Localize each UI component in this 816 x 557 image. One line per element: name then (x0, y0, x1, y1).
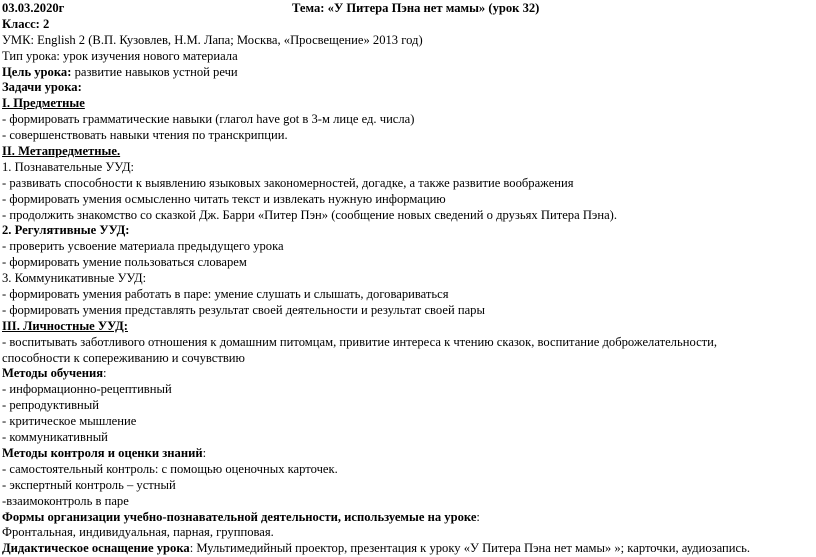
goal-line (2, 65, 814, 81)
goal-text: развитие навыков устной речи (71, 64, 238, 79)
list-item: - продолжить знакомство со сказкой Дж. Барри «Питер Пэн» (сообщение новых сведений о друзьях Питера Пэна). (2, 207, 618, 222)
methods-heading-line (2, 366, 814, 382)
class-line: Класс: 2 (2, 16, 50, 31)
control-heading-line (2, 446, 814, 462)
list-item: - формировать грамматические навыки (глагол have got в 3-м лице ед. числа) (2, 112, 415, 127)
forms-heading-line (2, 510, 814, 526)
list-item: - самостоятельный контроль: с помощью оценочных карточек. (2, 461, 338, 476)
forms-heading: Формы организации учебно-познавательной деятельности, используемые на уроке (2, 509, 477, 524)
lesson-type-line: Тип урока: урок изучения нового материала (2, 48, 238, 63)
list-item: - проверить усвоение материала предыдущего урока (2, 239, 284, 254)
list-item: - критическое мышление (2, 414, 137, 429)
tasks-heading: Задачи урока: (2, 80, 82, 95)
goal-label: Цель урока: (2, 64, 72, 79)
equipment-text: : Мультимедийный проектор, презентация к уроку «У Питера Пэна нет мамы» »; карточки, аудиозапись. (189, 541, 751, 556)
list-item: - формировать умения представлять результат своей деятельности и результат своей пары (2, 302, 485, 317)
list-item: - развивать способности к выявлению языковых закономерностей, догадке, а также развитие воображения (2, 175, 574, 190)
umk-line: УМК: English 2 (В.П. Кузовлев, Н.М. Лапа; Москва, «Просвещение» 2013 год) (2, 32, 423, 47)
list-item: - воспитывать заботливого отношения к домашним питомцам, привитие интереса к чтению сказок, воспитание доброжелательности, (2, 334, 718, 349)
list-item: - информационно-рецептивный (2, 382, 172, 397)
personal-heading: III. Личностные УУД: (2, 318, 128, 333)
list-item: способности к сопереживанию и сочувствию (2, 350, 245, 365)
list-item: - совершенствовать навыки чтения по транскрипции. (2, 128, 288, 143)
forms-colon: : (476, 509, 480, 524)
methods-heading: Методы обучения (2, 366, 104, 381)
list-item: - коммуникативный (2, 430, 108, 445)
list-item: - экспертный контроль – устный (2, 477, 176, 492)
meta-heading: II. Метапредметные. (2, 144, 121, 159)
list-item: -взаимоконтроль в паре (2, 493, 129, 508)
list-item: - формировать умение пользоваться словарем (2, 255, 247, 270)
lesson-topic: Тема: «У Питера Пэна нет мамы» (урок 32) (292, 1, 540, 15)
control-heading: Методы контроля и оценки знаний (2, 445, 203, 460)
control-colon: : (202, 445, 207, 460)
list-item: - формировать умения осмысленно читать текст и извлекать нужную информацию (2, 191, 446, 206)
lesson-date: 03.03.2020г (2, 1, 65, 15)
equipment-label: Дидактическое оснащение урока (2, 541, 190, 556)
document-header (2, 1, 814, 17)
communicative-heading: 3. Коммуникативные УУД: (2, 271, 147, 286)
forms-text: Фронтальная, индивидуальная, парная, групповая. (2, 525, 274, 540)
lesson-plan-document (2, 1, 814, 557)
list-item: - репродуктивный (2, 398, 99, 413)
methods-colon: : (103, 366, 107, 381)
list-item: - формировать умения работать в паре: умение слушать и слышать, договариваться (2, 287, 449, 302)
regulatory-heading: 2. Регулятивные УУД: (2, 223, 130, 238)
cognitive-heading: 1. Познавательные УУД: (2, 159, 135, 174)
subject-heading: I. Предметные (2, 96, 85, 111)
equipment-line (2, 541, 814, 557)
